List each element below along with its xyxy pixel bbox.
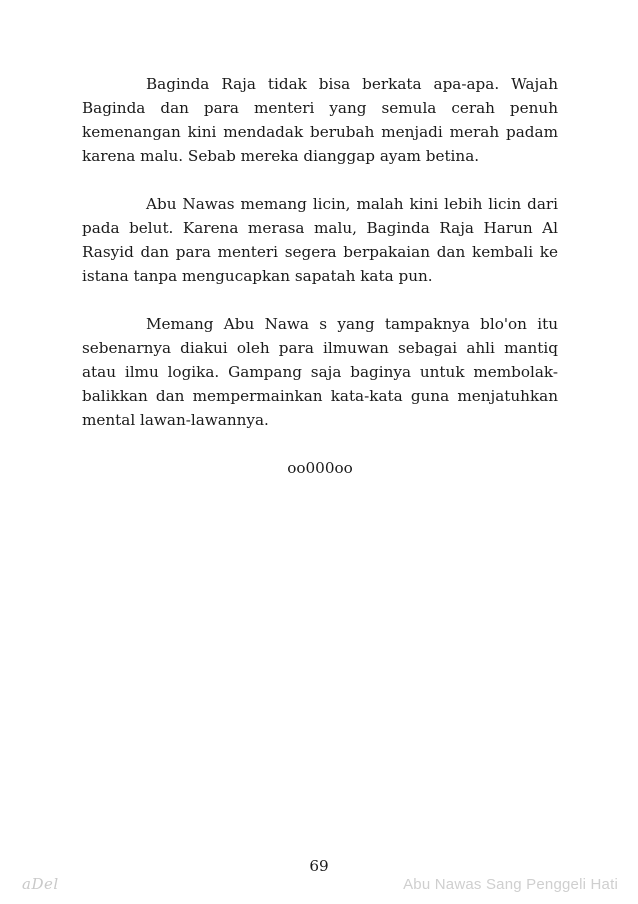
section-separator: oo000oo (287, 459, 353, 477)
paragraph-2: Abu Nawas memang licin, malah kini lebih licin dari pada belut. Karena merasa malu, Baginda Raja Harun Al Rasyid dan para menteri segera berpakaian dan kembali ke istana tanpa mengucapkan sapatah kata pun. (82, 195, 558, 285)
paragraph-3: Memang Abu Nawa s yang tampaknya blo'on itu sebenarnya diakui oleh para ilmuwan sebagai ahli mantiq atau ilmu logika. Gampang saja baginya untuk membolak-balikkan dan mempermainkan kata-kata guna menjatuhkan mental lawan-lawannya. (82, 315, 558, 429)
paragraph-1: Baginda Raja tidak bisa berkata apa-apa. Wajah Baginda dan para menteri yang semula cerah penuh kemenangan kini mendadak berubah menjadi merah padam karena malu. Sebab mereka dianggap ayam betina. (82, 75, 558, 165)
page-number: 69 (309, 857, 329, 875)
page-body (82, 72, 558, 480)
footer-watermark-left: aDel (22, 875, 59, 893)
footer-book-title: Abu Nawas Sang Penggeli Hati (403, 876, 618, 893)
